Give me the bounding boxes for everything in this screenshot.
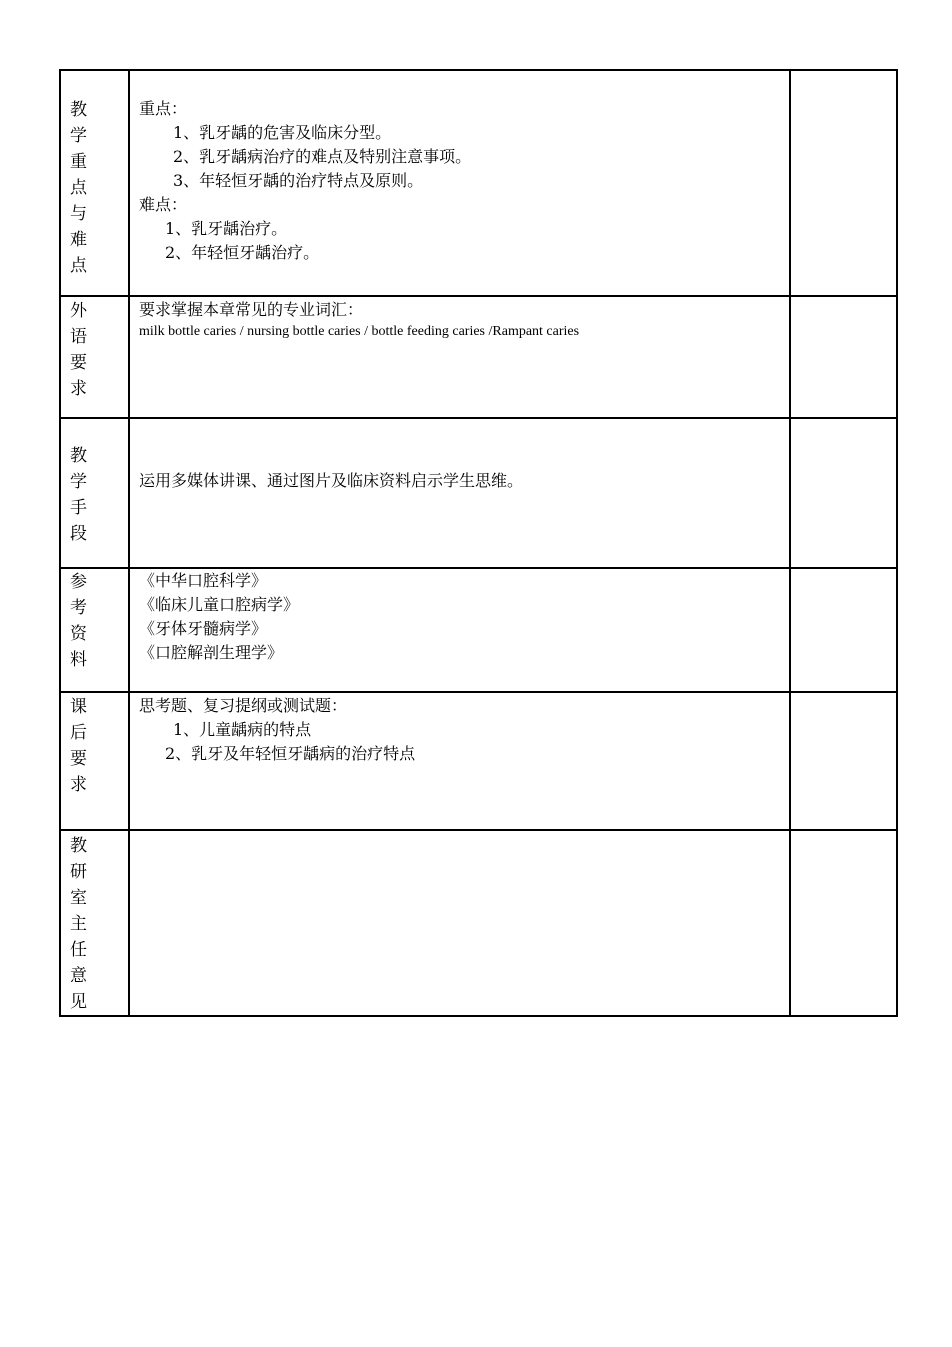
row-remarks-cell	[790, 418, 897, 568]
row-content-cell	[129, 568, 790, 692]
row-label: 外语要求	[70, 301, 87, 399]
row-label: 参考资料	[70, 572, 87, 670]
methods-text: 运用多媒体讲课、通过图片及临床资料启示学生思维。	[139, 471, 524, 490]
list-item: 2、乳牙龋病治疗的难点及特别注意事项。	[173, 147, 472, 166]
row-remarks-cell	[790, 296, 897, 418]
table-row-teaching-methods	[60, 418, 897, 568]
row-label-cell	[60, 418, 129, 568]
row-label-cell	[60, 296, 129, 418]
row-content-cell	[129, 418, 790, 568]
reference-item: 《牙体牙髓病学》	[139, 619, 268, 638]
reference-item: 《临床儿童口腔病学》	[139, 595, 300, 614]
row-content-cell	[129, 692, 790, 830]
list-item: 1、儿童龋病的特点	[173, 720, 312, 739]
list-item: 3、年轻恒牙龋的治疗特点及原则。	[173, 171, 424, 190]
heading-difficulties: 难点：	[139, 195, 188, 214]
row-remarks-cell	[790, 692, 897, 830]
table-row-director-opinion	[60, 830, 897, 1016]
row-content-cell	[129, 70, 790, 296]
requirement-text: 要求掌握本章常见的专业词汇：	[139, 300, 364, 319]
list-item: 2、年轻恒牙龋治疗。	[165, 243, 320, 262]
list-item: 1、乳牙龋的危害及临床分型。	[173, 123, 392, 142]
row-content-cell	[129, 296, 790, 418]
row-label: 教学重点与难点	[70, 100, 87, 276]
lesson-plan-table	[59, 69, 898, 1017]
table-row-foreign-language	[60, 296, 897, 418]
row-remarks-cell	[790, 70, 897, 296]
row-remarks-cell	[790, 830, 897, 1016]
row-content-cell	[129, 830, 790, 1016]
list-item: 1、乳牙龋治疗。	[165, 219, 288, 238]
table-row-homework	[60, 692, 897, 830]
reference-item: 《口腔解剖生理学》	[139, 643, 284, 662]
row-label: 课后要求	[70, 697, 87, 795]
list-item: 2、乳牙及年轻恒牙龋病的治疗特点	[165, 744, 416, 763]
row-label-cell	[60, 692, 129, 830]
row-label-cell	[60, 830, 129, 1016]
row-label-cell	[60, 568, 129, 692]
vocabulary-text: milk bottle caries / nursing bottle caries / bottle feeding caries /Rampant caries	[139, 324, 580, 339]
reference-item: 《中华口腔科学》	[139, 571, 268, 590]
row-label: 教研室主任意见	[70, 836, 87, 1012]
homework-heading: 思考题、复习提纲或测试题：	[139, 696, 348, 715]
row-remarks-cell	[790, 568, 897, 692]
row-label-cell	[60, 70, 129, 296]
table-row-key-points	[60, 70, 897, 296]
heading-key-points: 重点：	[139, 99, 188, 118]
table-row-references	[60, 568, 897, 692]
row-label: 教学手段	[70, 446, 87, 544]
